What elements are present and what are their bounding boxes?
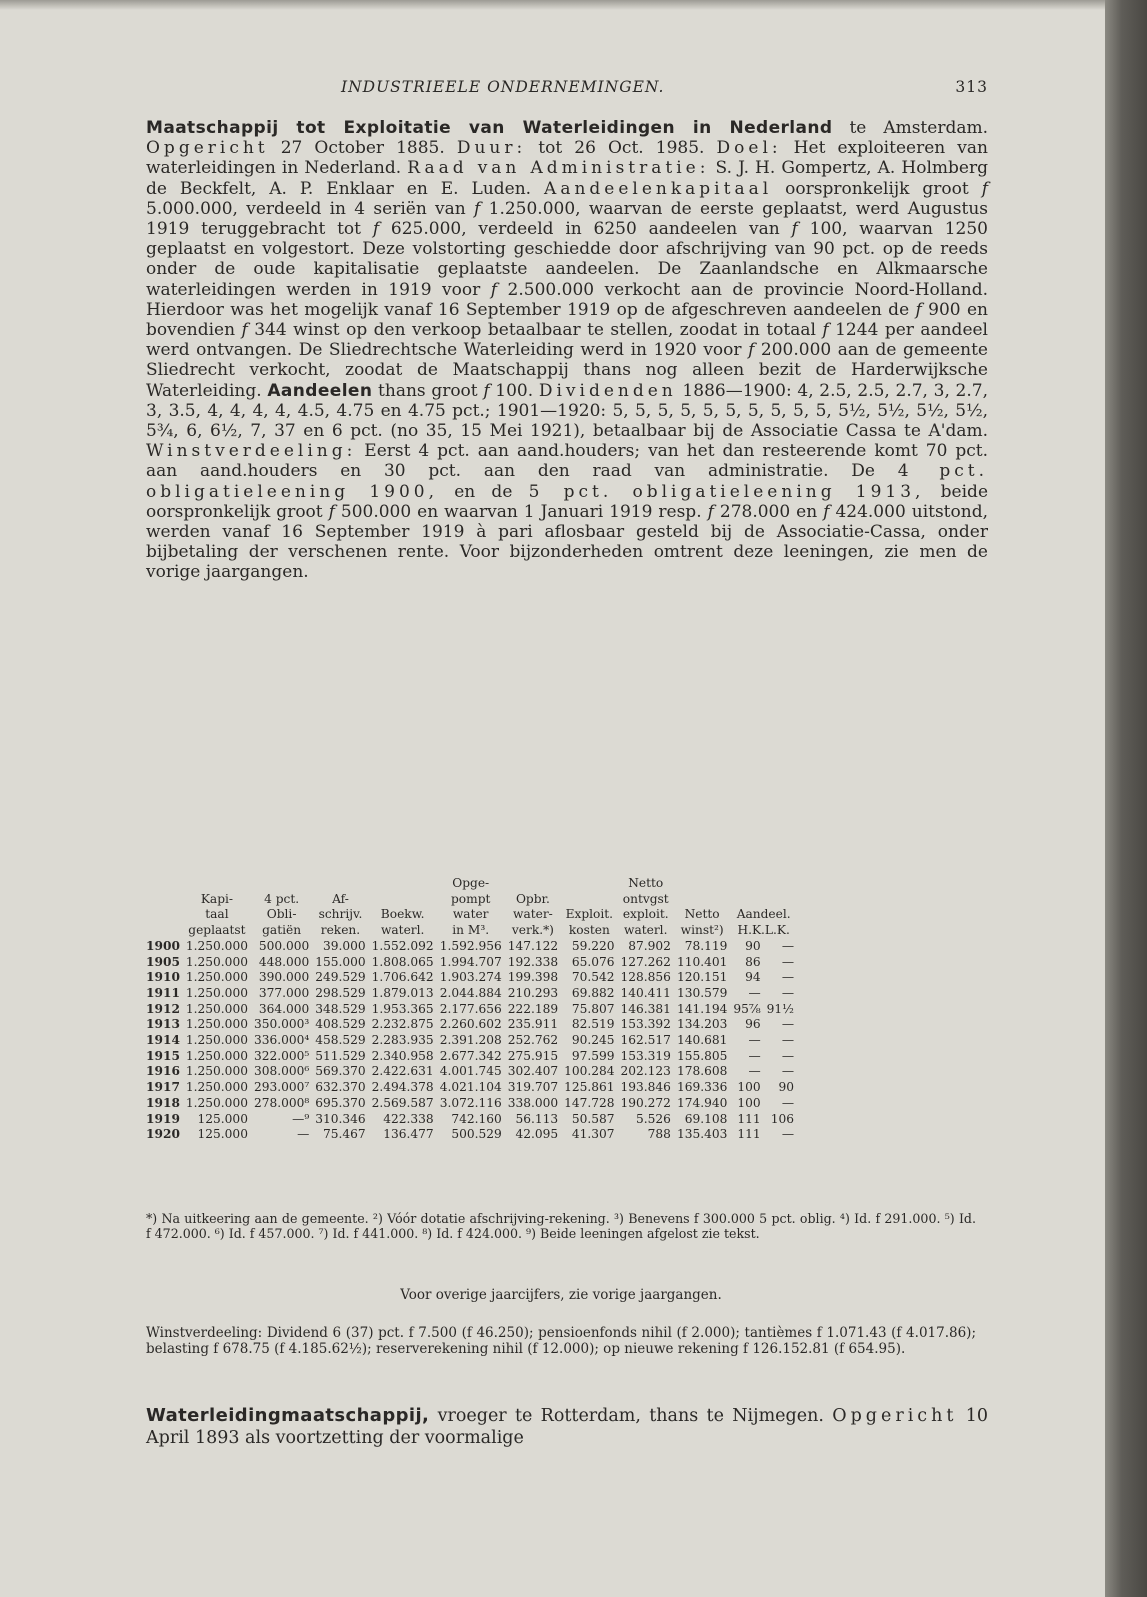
table-row (146, 1033, 797, 1049)
table-cell: 348.529 (315, 1001, 366, 1016)
table-row (146, 1064, 797, 1080)
table-cell: 222.189 (507, 1001, 559, 1016)
table-cell: 1.250.000 (185, 1033, 248, 1048)
page-number: 313 (955, 78, 988, 96)
table-cell: 2.569.587 (371, 1095, 434, 1110)
table-cell: 448.000 (258, 954, 310, 969)
table-cell: 174.940 (676, 1095, 728, 1110)
year-cell: 1912 (146, 1001, 180, 1016)
table-cell: 153.319 (620, 1048, 671, 1063)
table-cell: 87.902 (628, 938, 671, 953)
year-cell: 1905 (146, 954, 180, 969)
table-cell: 1.552.092 (371, 938, 434, 953)
table-cell: 110.401 (676, 954, 728, 969)
column-header: Aandeel. H.K.L.K. (736, 907, 791, 938)
table-cell: 100 (737, 1080, 761, 1095)
table-cell: 1.706.642 (371, 970, 434, 985)
table-cell: 91½ (766, 1001, 794, 1016)
column-header: Kapi- taal geplaatst (188, 891, 246, 938)
table-cell: 39.000 (323, 938, 366, 953)
table-cell: 69.108 (684, 1111, 728, 1126)
table-cell: 1.250.000 (185, 1048, 248, 1063)
table-cell: — (781, 1127, 794, 1142)
table-cell: — (781, 1033, 794, 1048)
table-cell: 50.587 (571, 1111, 615, 1126)
table-cell: 2.340.958 (371, 1048, 434, 1063)
entry-text: te Amsterdam. Opgericht 27 October 1885. Duur: tot 26 Oct. 1985. Doel: Het exploiteeren van waterleidingen in Nederland. Raad van Administratie: S. J. H. Gompertz, A. Holmberg de Beckfelt, A. P. Enklaar en E. Luden. Aandeelenkapitaal oorspronkelijk groot f 5.000.000, verdeeld in 4 seriën van f 1.250.000, waarvan de eerste geplaatst, werd Augustus 1919 teruggebracht tot f 625.000, verdeeld in 6250 aandeelen van f 100, waarvan 1250 geplaatst en volgestort. Deze volstorting geschiedde door afschrijving van 90 pct. op de reeds onder de oude kapitalisatie geplaatste aandeelen. De Zaanlandsche en Alkmaarsche waterleidingen werden in 1919 voor f 2.500.000 verkocht aan de provincie Noord-Holland. Hierdoor was het mogelijk vanaf 16 September 1919 op de afgeschreven aandeelen de f 900 en bovendien f 344 winst op den verkoop betaalbaar te stellen, zoodat in totaal f 1244 per aandeel werd ontvangen. De Sliedrechtsche Waterleiding werd in 1920 voor f 200.000 aan de gemeente Sliedrecht verkocht, zoodat de Maatschappij thans nog alleen bezit de Harderwijksche Waterleiding. Aandeelen thans groot f 100. Dividenden 1886—1900: 4, 2.5, 2.5, 2.7, 3, 2.7, 3, 3.5, 4, 4, 4, 4, 4.5, 4.75 en 4.75 pct.; 1901—1920: 5, 5, 5, 5, 5, 5, 5, 5, 5, 5, 5½, 5½, 5½, 5½, 5¾, 6, 6½, 7, 37 en 6 pct. (no 35, 15 Mei 1921), betaalbaar bij de Associatie Cassa te A'dam. Winstverdeeling: Eerst 4 pct. aan aand.houders; van het dan resteerende komt 70 pct. aan aand.houders en 30 pct. aan den raad van administratie. De 4 pct. obligatieleening 1900, en de 5 pct. obligatieleening 1913, beide oorspronkelijk groot f 500.000 en waarvan 1 Januari 1919 resp. f 278.000 en f 424.000 uitstond, werden vanaf 16 September 1919 à pari aflosbaar gesteld bij de Associatie-Cassa, onder bijbetaling der verschenen rente. Voor bijzonderheden omtrent deze leeningen, zie men de vorige jaargangen. (146, 118, 989, 583)
table-cell: 275.915 (507, 1048, 559, 1063)
table-cell: 42.095 (515, 1127, 559, 1142)
table-cell: 3.072.116 (439, 1095, 502, 1110)
table-cell: — (748, 1033, 761, 1048)
column-header: Netto winst²) (680, 907, 724, 938)
table-cell: 390.000 (258, 970, 310, 985)
table-cell: 2.232.875 (371, 1017, 434, 1032)
table-cell: — (781, 970, 794, 985)
table-cell: 1.994.707 (439, 954, 502, 969)
table-row (146, 939, 797, 955)
table-cell: 2.177.656 (439, 1001, 502, 1016)
table-cell: 569.370 (315, 1064, 366, 1079)
next-company-entry (146, 1405, 988, 1449)
table-cell: 162.517 (620, 1033, 671, 1048)
table-cell: 1.250.000 (185, 1095, 248, 1110)
table-cell: — (781, 1095, 794, 1110)
column-header (146, 876, 183, 939)
table-cell: 155.000 (315, 954, 366, 969)
table-cell: 1.808.065 (371, 954, 434, 969)
table-cell: 120.151 (676, 970, 728, 985)
table-cell: 632.370 (315, 1080, 366, 1095)
table-cell: 111 (737, 1111, 761, 1126)
table-cell: 310.346 (315, 1111, 366, 1126)
table-cell: 125.000 (197, 1111, 248, 1126)
table-cell: 90.245 (571, 1033, 615, 1048)
table-cell: — (781, 985, 794, 1000)
table-cell: 1.250.000 (185, 970, 248, 985)
table-cell: 293.000⁷ (253, 1080, 310, 1095)
column-header: Boekw. waterl. (380, 907, 425, 938)
annual-figures-table (146, 876, 797, 1143)
table-row (146, 1017, 797, 1033)
table-cell: 2.283.935 (371, 1033, 434, 1048)
table-cell: 75.807 (571, 1001, 615, 1016)
table-cell: 94 (745, 970, 761, 985)
table-cell: 1.250.000 (185, 1064, 248, 1079)
table-cell: 742.160 (451, 1111, 502, 1126)
table-cell: 338.000 (507, 1095, 559, 1110)
year-cell: 1916 (146, 1064, 180, 1079)
table-cell: 1.250.000 (185, 1080, 248, 1095)
see-previous-note: Voor overige jaarcijfers, zie vorige jaargangen. (400, 1287, 722, 1303)
table-cell: 2.677.342 (439, 1048, 502, 1063)
table-cell: 192.338 (507, 954, 559, 969)
year-cell: 1911 (146, 985, 180, 1000)
table-cell: 377.000 (258, 985, 310, 1000)
year-cell: 1915 (146, 1048, 180, 1063)
table-cell: 97.599 (571, 1048, 615, 1063)
table-cell: 350.000³ (253, 1017, 310, 1032)
table-cell: 1.879.013 (371, 985, 434, 1000)
table-cell: 56.113 (515, 1111, 559, 1126)
table-cell: 147.728 (564, 1095, 615, 1110)
table-cell: 141.194 (676, 1001, 728, 1016)
page-top-shadow (0, 0, 1105, 10)
table-cell: 146.381 (620, 1001, 671, 1016)
table-cell: 695.370 (315, 1095, 366, 1110)
table-cell: 140.411 (620, 985, 671, 1000)
table-cell: — (748, 985, 761, 1000)
table-cell: 458.529 (315, 1033, 366, 1048)
table-row (146, 986, 797, 1002)
table-cell: 408.529 (315, 1017, 366, 1032)
table-cell: — (297, 1127, 310, 1142)
table-cell: 96 (745, 1017, 761, 1032)
table-cell: 1.250.000 (185, 985, 248, 1000)
table-cell: 95⅞ (733, 1001, 761, 1016)
table-cell: — (748, 1048, 761, 1063)
table-cell: 59.220 (571, 938, 615, 953)
table-cell: 135.403 (676, 1127, 728, 1142)
table-cell: — (781, 1048, 794, 1063)
table-cell: 2.391.208 (439, 1033, 502, 1048)
table-cell: —⁹ (292, 1111, 310, 1126)
table-cell: 190.272 (620, 1095, 671, 1110)
next-entry-text: vroeger te Rotterdam, thans te Nijmegen. Opgericht 10 April 1893 als voortzetting der voormalige (146, 1406, 988, 1448)
year-cell: 1913 (146, 1017, 180, 1032)
year-cell: 1919 (146, 1111, 180, 1126)
table-cell: 302.407 (507, 1064, 559, 1079)
table-cell: — (781, 1017, 794, 1032)
table-body (146, 939, 797, 1143)
table-cell: 69.882 (571, 985, 615, 1000)
table-cell: 147.122 (507, 938, 559, 953)
table-cell: 193.846 (620, 1080, 671, 1095)
profit-distribution: Winstverdeeling: Dividend 6 (37) pct. f 7.500 (f 46.250); pensioenfonds nihil (f 2.000); tantièmes f 1.071.43 (f 4.017.86); belasting f 678.75 (f 4.185.62½); reserverekening nihil (f 12.000); op nieuwe rekening f 126.152.81 (f 654.95). (146, 1325, 976, 1357)
table-cell: 322.000⁵ (253, 1048, 310, 1063)
table-cell: 90 (745, 938, 761, 953)
column-header: Netto ontvgst exploit. waterl. (622, 876, 669, 938)
table-row (146, 1112, 797, 1128)
table-cell: 65.076 (571, 954, 615, 969)
table-cell: 70.542 (571, 970, 615, 985)
table-cell: 41.307 (571, 1127, 615, 1142)
table-row (146, 955, 797, 971)
table-cell: 500.000 (258, 938, 310, 953)
table-cell: 111 (737, 1127, 761, 1142)
table-cell: — (781, 1064, 794, 1079)
column-header: Af- schrijv. reken. (318, 891, 363, 938)
table-cell: 155.805 (676, 1048, 728, 1063)
table-row (146, 970, 797, 986)
table-cell: 128.856 (620, 970, 671, 985)
table-cell: 308.000⁶ (253, 1064, 310, 1079)
table-cell: 1.250.000 (185, 1017, 248, 1032)
table-cell: 90 (778, 1080, 794, 1095)
table-cell: — (781, 954, 794, 969)
entry-paragraph (146, 118, 988, 583)
table-cell: 199.398 (507, 970, 559, 985)
table-cell: 86 (745, 954, 761, 969)
table-footnotes: *) Na uitkeering aan de gemeente. ²) Vóór dotatie afschrijving-rekening. ³) Benevens f 300.000 5 pct. oblig. ⁴) Id. f 291.000. ⁵) Id. f 472.000. ⁶) Id. f 457.000. ⁷) Id. f 441.000. ⁸) Id. f 424.000. ⁹) Beide leeningen afgelost zie tekst. (146, 1211, 976, 1241)
table-cell: 100 (737, 1095, 761, 1110)
table-cell: 125.861 (564, 1080, 615, 1095)
table-cell: 1.903.274 (439, 970, 502, 985)
table-cell: 106 (770, 1111, 794, 1126)
table-cell: 140.681 (676, 1033, 728, 1048)
table-cell: 298.529 (315, 985, 366, 1000)
running-head (146, 78, 988, 100)
table-cell: 5.526 (636, 1111, 671, 1126)
table-header-row (146, 876, 797, 939)
column-header: Opge- pompt water in M³. (451, 876, 491, 938)
year-cell: 1918 (146, 1095, 180, 1110)
table-cell: 235.911 (507, 1017, 559, 1032)
table-cell: 178.608 (676, 1064, 728, 1079)
column-header: Exploit. kosten (565, 907, 614, 938)
table-cell: 134.203 (676, 1017, 728, 1032)
table-cell: 82.519 (571, 1017, 615, 1032)
year-cell: 1900 (146, 938, 180, 953)
table-row (146, 1096, 797, 1112)
table-cell: — (781, 938, 794, 953)
year-cell: 1910 (146, 970, 180, 985)
column-header: 4 pct. Obli- gatiën (262, 891, 302, 938)
company-entry (146, 118, 988, 583)
table-cell: 136.477 (383, 1127, 434, 1142)
year-cell: 1920 (146, 1127, 180, 1142)
table-cell: 1.250.000 (185, 954, 248, 969)
year-cell: 1914 (146, 1033, 180, 1048)
table-cell: 1.953.365 (371, 1001, 434, 1016)
table-cell: 1.250.000 (185, 938, 248, 953)
table-cell: 75.467 (323, 1127, 366, 1142)
next-company-name: Waterleidingmaatschappij, (146, 1405, 430, 1426)
table-cell: 125.000 (197, 1127, 248, 1142)
table-cell: 127.262 (620, 954, 671, 969)
table-cell: 500.529 (451, 1127, 502, 1142)
table-cell: 2.044.884 (439, 985, 502, 1000)
table-cell: 4.021.104 (439, 1080, 502, 1095)
table-cell: 100.284 (564, 1064, 615, 1079)
table-row (146, 1049, 797, 1065)
table-cell: 278.000⁸ (253, 1095, 310, 1110)
table-cell: 319.707 (507, 1080, 559, 1095)
table-cell: 788 (647, 1127, 671, 1142)
table-cell: 210.293 (507, 985, 559, 1000)
table-cell: 249.529 (315, 970, 366, 985)
table-cell: 336.000⁴ (253, 1033, 310, 1048)
running-head-title: INDUSTRIEELE ONDERNEMINGEN. (341, 78, 665, 96)
table-row (146, 1127, 797, 1143)
table-cell: 4.001.745 (439, 1064, 502, 1079)
table-cell: — (748, 1064, 761, 1079)
table-cell: 364.000 (258, 1001, 310, 1016)
table-row (146, 1002, 797, 1018)
table-cell: 169.336 (676, 1080, 728, 1095)
table-cell: 422.338 (383, 1111, 434, 1126)
table-cell: 2.260.602 (439, 1017, 502, 1032)
year-cell: 1917 (146, 1080, 180, 1095)
table-cell: 2.494.378 (371, 1080, 434, 1095)
table-cell: 153.392 (620, 1017, 671, 1032)
column-header: Opbr. water- verk.*) (511, 891, 554, 938)
book-binding-edge (1105, 0, 1147, 1597)
table-cell: 2.422.631 (371, 1064, 434, 1079)
table-cell: 511.529 (315, 1048, 366, 1063)
table-cell: 1.250.000 (185, 1001, 248, 1016)
table-cell: 78.119 (684, 938, 728, 953)
company-name: Maatschappij tot Exploitatie van Waterleidingen in Nederland (146, 118, 833, 138)
table-cell: 1.592.956 (439, 938, 502, 953)
table-cell: 130.579 (676, 985, 728, 1000)
table-row (146, 1080, 797, 1096)
table-cell: 202.123 (620, 1064, 671, 1079)
table-cell: 252.762 (507, 1033, 559, 1048)
